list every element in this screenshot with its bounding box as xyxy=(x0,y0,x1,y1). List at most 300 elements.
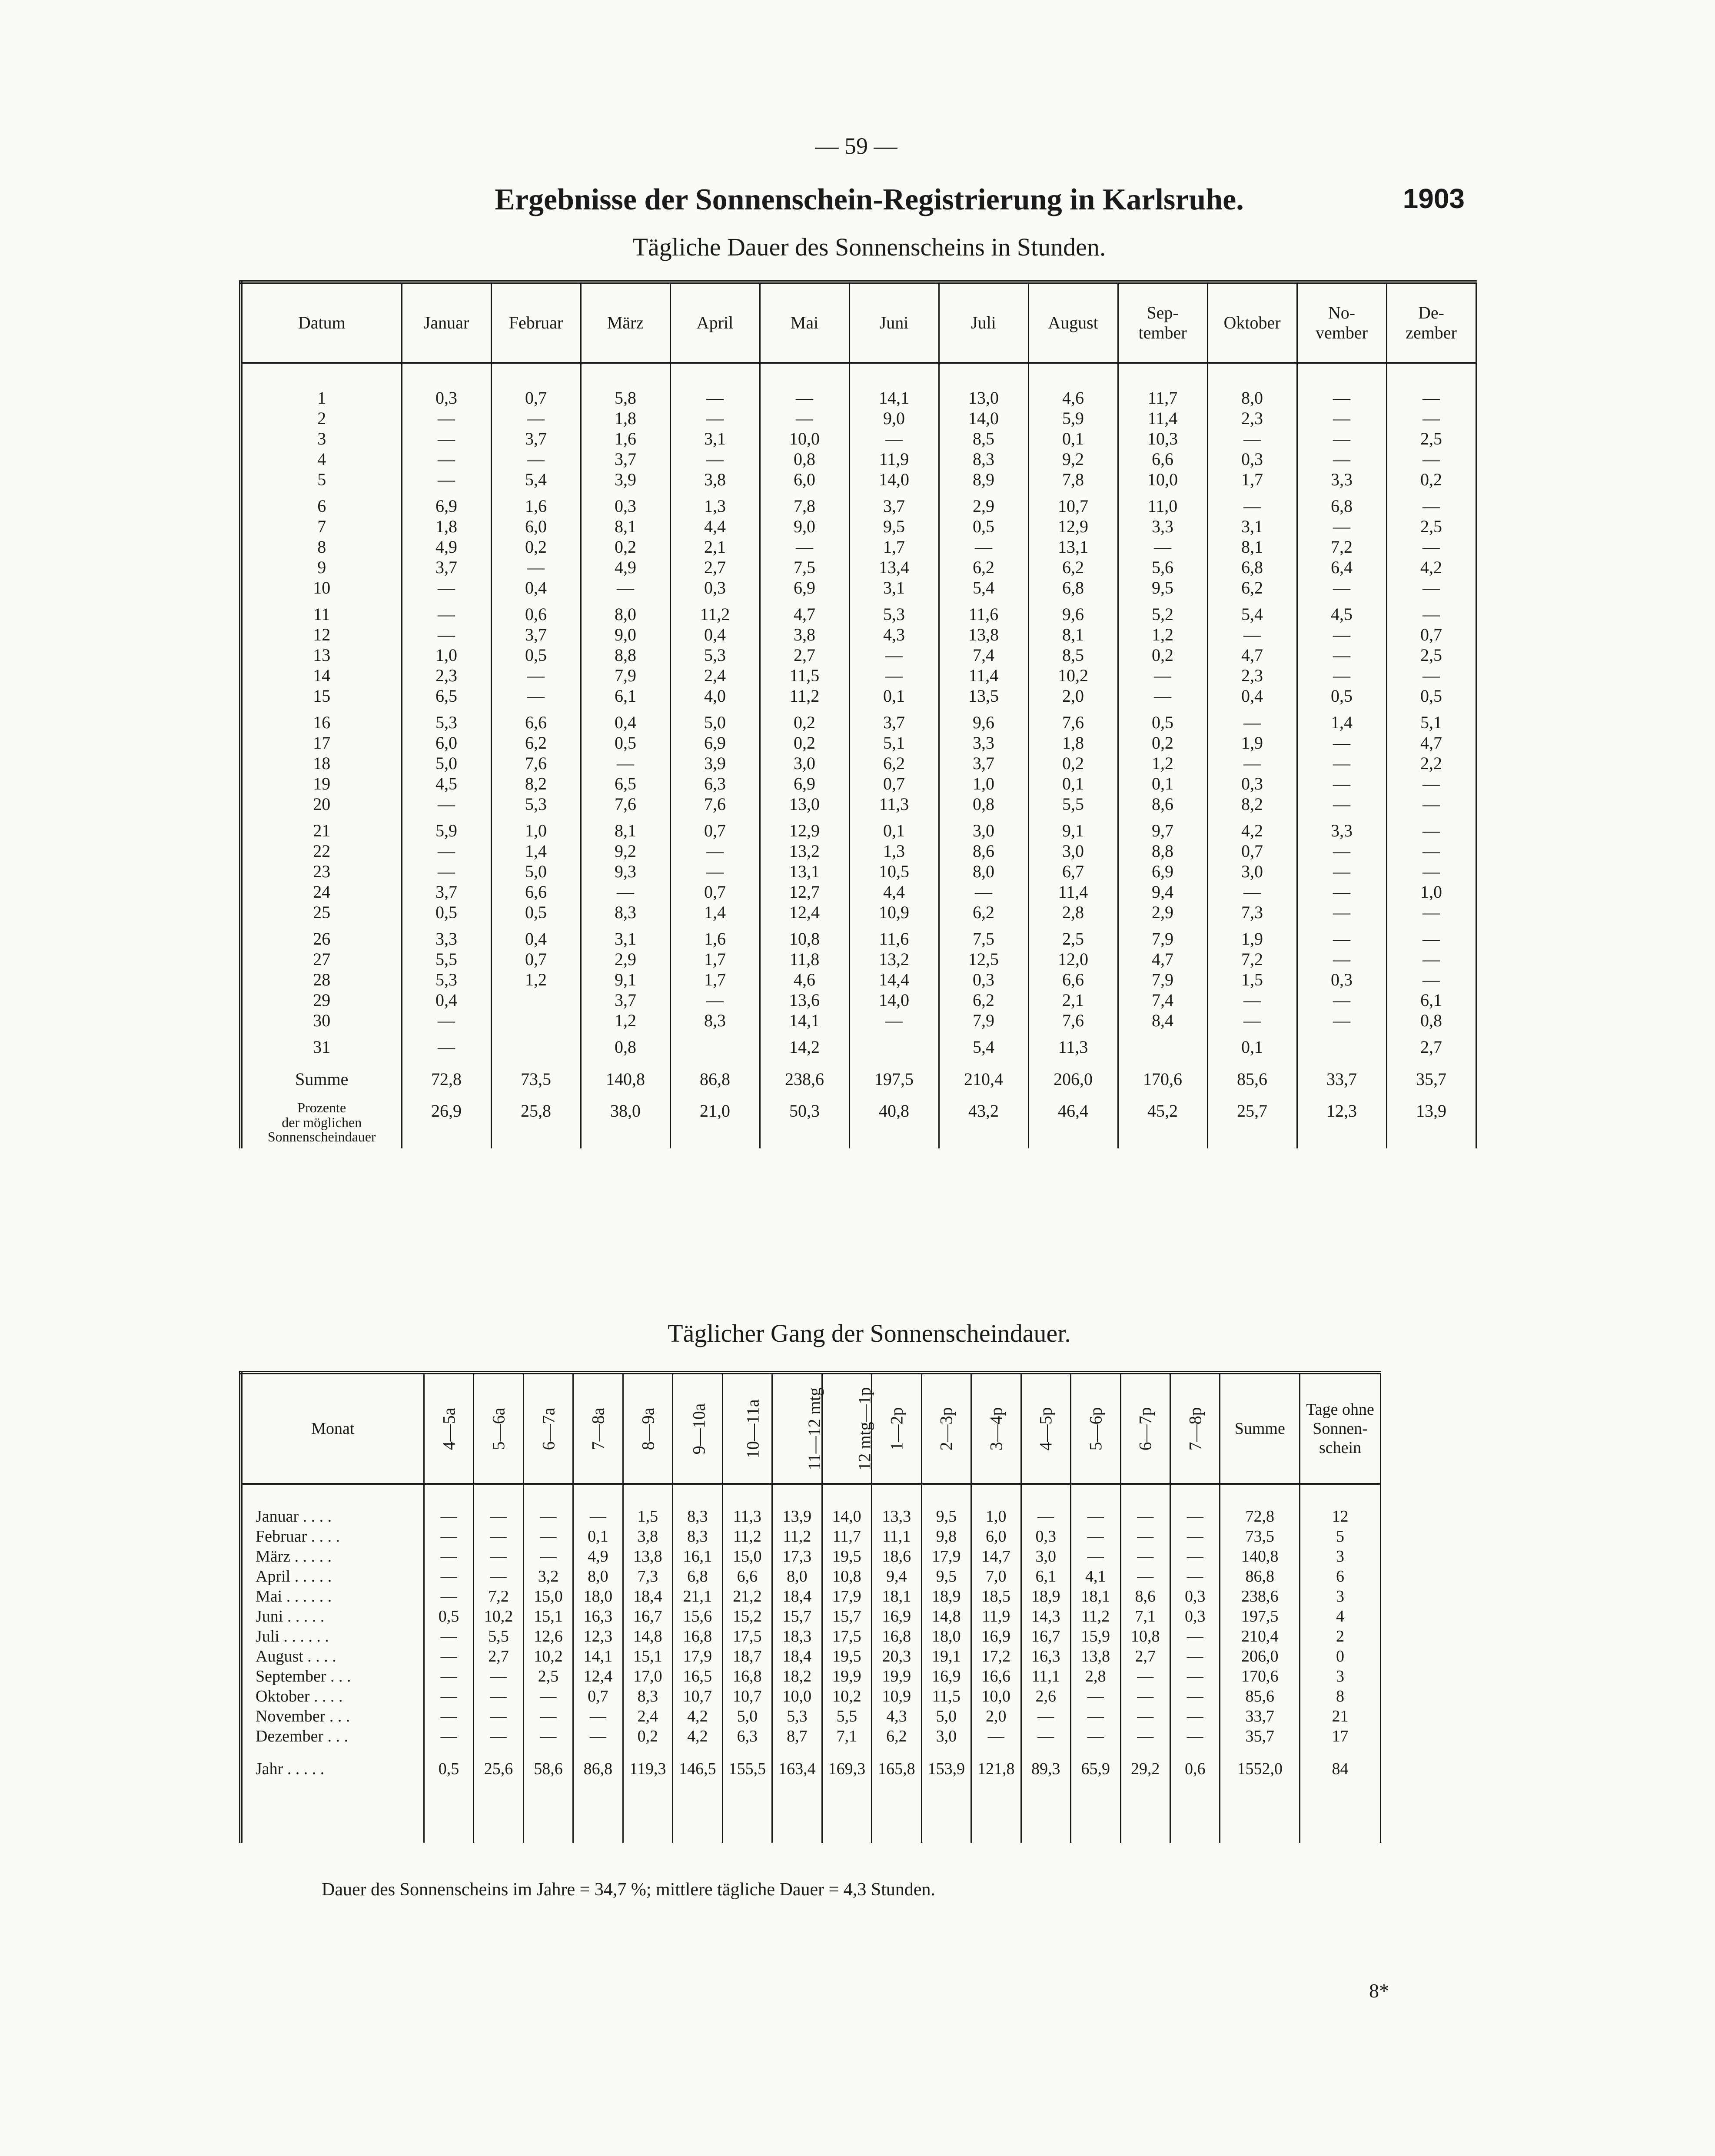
data-cell: 0,2 xyxy=(581,537,670,557)
data-cell: — xyxy=(523,1726,573,1746)
data-cell: 5,5 xyxy=(822,1706,871,1726)
data-cell: 6,5 xyxy=(402,686,491,706)
data-cell: 5,4 xyxy=(939,577,1028,598)
date-column-header: Datum xyxy=(241,282,402,363)
data-cell: 6,0 xyxy=(760,469,849,490)
spacer-cell xyxy=(971,1484,1021,1506)
data-cell: — xyxy=(1118,686,1207,706)
spacer-cell xyxy=(573,1782,623,1843)
data-cell: 7,9 xyxy=(581,665,670,686)
spacer-cell xyxy=(1021,1782,1070,1843)
data-cell: 2,5 xyxy=(1028,922,1118,949)
data-cell: 9,8 xyxy=(921,1526,971,1546)
data-cell: — xyxy=(849,428,939,449)
data-cell: 4,5 xyxy=(1297,598,1386,624)
data-cell: 7,5 xyxy=(760,557,849,577)
data-cell: — xyxy=(1021,1726,1070,1746)
data-cell: 18,0 xyxy=(921,1626,971,1646)
data-cell: 6,4 xyxy=(1297,557,1386,577)
data-cell: — xyxy=(1386,814,1476,841)
data-cell: — xyxy=(1297,882,1386,902)
month-label: Januar . . . . xyxy=(241,1506,424,1526)
percent-cell: 45,2 xyxy=(1118,1101,1207,1148)
data-cell: — xyxy=(1120,1546,1170,1566)
data-cell: 12,7 xyxy=(760,882,849,902)
data-cell: 7,2 xyxy=(1297,537,1386,557)
data-cell: 3,0 xyxy=(1207,861,1297,882)
data-cell: 0,5 xyxy=(402,902,491,922)
month-label: März . . . . . xyxy=(241,1546,424,1566)
table-row xyxy=(241,949,1476,969)
data-cell: — xyxy=(1386,841,1476,861)
data-cell: 0,3 xyxy=(1207,773,1297,794)
data-cell xyxy=(1118,1031,1207,1057)
data-cell: 4,7 xyxy=(760,598,849,624)
data-cell: 6,1 xyxy=(581,686,670,706)
data-cell: — xyxy=(670,388,760,408)
data-cell: — xyxy=(1297,733,1386,753)
data-cell: — xyxy=(1386,665,1476,686)
data-cell: 3,1 xyxy=(1207,516,1297,537)
data-cell: 17,5 xyxy=(722,1626,772,1646)
data-cell: 6,9 xyxy=(760,577,849,598)
data-cell: 14,0 xyxy=(822,1506,871,1526)
data-cell: 16,6 xyxy=(971,1666,1021,1686)
data-cell: 0,3 xyxy=(1170,1586,1220,1606)
data-cell: 6,5 xyxy=(581,773,670,794)
data-cell: 7,1 xyxy=(822,1726,871,1746)
data-cell: 1,6 xyxy=(491,490,581,516)
data-cell: 6,0 xyxy=(402,733,491,753)
month-column-header: Oktober xyxy=(1207,282,1297,363)
data-cell: 86,8 xyxy=(1220,1566,1300,1586)
data-cell: 8,8 xyxy=(581,645,670,665)
day-label: 21 xyxy=(241,814,402,841)
data-cell: — xyxy=(1297,428,1386,449)
data-cell: 0,1 xyxy=(849,686,939,706)
percent-cell: 43,2 xyxy=(939,1101,1028,1148)
data-cell: 9,0 xyxy=(760,516,849,537)
data-cell: — xyxy=(1071,1506,1120,1526)
sum-cell: 170,6 xyxy=(1118,1057,1207,1101)
data-cell: 2,5 xyxy=(1386,645,1476,665)
spacer-cell xyxy=(523,1782,573,1843)
data-cell: — xyxy=(1297,949,1386,969)
spacer-cell xyxy=(491,363,581,388)
hour-label: 11—12 mtg xyxy=(804,1387,824,1470)
table-row xyxy=(241,598,1476,624)
hour-column-header xyxy=(971,1373,1021,1484)
data-cell: 6,6 xyxy=(722,1566,772,1586)
data-cell: 1,8 xyxy=(402,516,491,537)
data-cell: — xyxy=(1297,922,1386,949)
spacer-cell xyxy=(760,363,849,388)
data-cell: 8,2 xyxy=(491,773,581,794)
spacer-cell xyxy=(1071,1484,1120,1506)
data-cell: 6,8 xyxy=(1207,557,1297,577)
data-cell: 170,6 xyxy=(1220,1666,1300,1686)
data-cell: 9,5 xyxy=(849,516,939,537)
data-cell: 5,2 xyxy=(1118,598,1207,624)
data-cell: — xyxy=(424,1706,473,1726)
data-cell: 9,5 xyxy=(1118,577,1207,598)
data-cell: 2,5 xyxy=(1386,428,1476,449)
data-cell: 2,4 xyxy=(670,665,760,686)
data-cell: 1,0 xyxy=(939,773,1028,794)
data-cell: 4,7 xyxy=(1118,949,1207,969)
data-cell: — xyxy=(1170,1526,1220,1546)
data-cell: 9,1 xyxy=(1028,814,1118,841)
month-label: April . . . . . xyxy=(241,1566,424,1586)
data-cell: 10,2 xyxy=(822,1686,871,1706)
data-cell: — xyxy=(424,1546,473,1566)
data-cell: 16,9 xyxy=(971,1626,1021,1646)
data-cell: 3,1 xyxy=(581,922,670,949)
day-label: 19 xyxy=(241,773,402,794)
data-cell: 14,4 xyxy=(849,969,939,990)
data-cell: — xyxy=(402,1031,491,1057)
data-cell: — xyxy=(573,1506,623,1526)
data-cell: 2 xyxy=(1300,1626,1381,1646)
data-cell: 85,6 xyxy=(1220,1686,1300,1706)
data-cell: — xyxy=(581,882,670,902)
data-cell: — xyxy=(1386,949,1476,969)
data-cell: — xyxy=(1170,1686,1220,1706)
data-cell: — xyxy=(1297,624,1386,645)
data-cell: 2,3 xyxy=(1207,408,1297,428)
data-cell: 3,3 xyxy=(1297,469,1386,490)
table-row xyxy=(241,1686,1381,1706)
year-cell: 0,5 xyxy=(424,1746,473,1782)
data-cell: — xyxy=(402,469,491,490)
data-cell: 11,5 xyxy=(921,1686,971,1706)
data-cell: 1,3 xyxy=(670,490,760,516)
data-cell: 0,5 xyxy=(1297,686,1386,706)
data-cell: — xyxy=(523,1546,573,1566)
data-cell: — xyxy=(424,1726,473,1746)
data-cell: — xyxy=(1170,1566,1220,1586)
data-cell: — xyxy=(1118,665,1207,686)
data-cell: 8,3 xyxy=(673,1526,722,1546)
data-cell: 8,5 xyxy=(1028,645,1118,665)
data-cell: 7,8 xyxy=(760,490,849,516)
data-cell: — xyxy=(1071,1726,1120,1746)
data-cell: 3,7 xyxy=(402,557,491,577)
sum-label: Summe xyxy=(241,1057,402,1101)
spacer-cell xyxy=(241,1782,424,1843)
data-cell: 140,8 xyxy=(1220,1546,1300,1566)
data-cell: — xyxy=(939,882,1028,902)
data-cell: — xyxy=(1297,516,1386,537)
spacer-cell xyxy=(1071,1782,1120,1843)
data-cell: 11,3 xyxy=(1028,1031,1118,1057)
data-cell: — xyxy=(760,537,849,557)
data-cell: 7,6 xyxy=(1028,1010,1118,1031)
data-cell: — xyxy=(1071,1526,1120,1546)
day-label: 28 xyxy=(241,969,402,990)
day-label: 23 xyxy=(241,861,402,882)
table-row xyxy=(241,882,1476,902)
data-cell: 0,3 xyxy=(670,577,760,598)
data-cell: 7,3 xyxy=(623,1566,672,1586)
data-cell: 3,0 xyxy=(760,753,849,773)
data-cell: 14,2 xyxy=(760,1031,849,1057)
data-cell: 3,1 xyxy=(849,577,939,598)
spacer-cell xyxy=(402,363,491,388)
data-cell: 0,5 xyxy=(491,645,581,665)
data-cell: 14,0 xyxy=(849,990,939,1010)
year-label-cell: Jahr . . . . . xyxy=(241,1746,424,1782)
data-cell: 13,9 xyxy=(772,1506,822,1526)
data-cell: 4,6 xyxy=(1028,388,1118,408)
spacer-cell xyxy=(971,1782,1021,1843)
data-cell: — xyxy=(670,449,760,469)
table-row xyxy=(241,753,1476,773)
year-cell: 146,5 xyxy=(673,1746,722,1782)
data-cell: 12,9 xyxy=(1028,516,1118,537)
data-cell: — xyxy=(1386,490,1476,516)
data-cell: — xyxy=(581,577,670,598)
data-cell: 8,7 xyxy=(772,1726,822,1746)
data-cell: 18,9 xyxy=(921,1586,971,1606)
data-cell: — xyxy=(1386,773,1476,794)
data-cell: 2,9 xyxy=(939,490,1028,516)
hour-column-header xyxy=(772,1373,822,1484)
table-row xyxy=(241,706,1476,733)
month-column-header: Sep- tember xyxy=(1118,282,1207,363)
data-cell: — xyxy=(523,1526,573,1546)
data-cell: — xyxy=(1386,537,1476,557)
data-cell: 8,0 xyxy=(939,861,1028,882)
hour-column-header xyxy=(623,1373,672,1484)
data-cell: 1,4 xyxy=(1297,706,1386,733)
data-cell: — xyxy=(424,1666,473,1686)
table-row xyxy=(241,1566,1381,1586)
table-row xyxy=(241,645,1476,665)
percent-cell: 21,0 xyxy=(670,1101,760,1148)
data-cell: 2,2 xyxy=(1386,753,1476,773)
data-cell: 2,5 xyxy=(1386,516,1476,537)
data-cell: 1,7 xyxy=(1207,469,1297,490)
data-cell: 0,1 xyxy=(1207,1031,1297,1057)
day-label: 22 xyxy=(241,841,402,861)
data-cell: 11,8 xyxy=(760,949,849,969)
day-label: 24 xyxy=(241,882,402,902)
data-cell: 8,1 xyxy=(581,516,670,537)
data-cell: 8,3 xyxy=(623,1686,672,1706)
percent-cell: 26,9 xyxy=(402,1101,491,1148)
data-cell: 2,7 xyxy=(760,645,849,665)
data-cell: 15,7 xyxy=(772,1606,822,1626)
data-cell: 11,0 xyxy=(1118,490,1207,516)
month-label: Juli . . . . . . xyxy=(241,1626,424,1646)
data-cell: 1,2 xyxy=(491,969,581,990)
data-cell: 0,1 xyxy=(1028,773,1118,794)
table-row xyxy=(241,686,1476,706)
data-cell: 4,7 xyxy=(1207,645,1297,665)
percent-row xyxy=(241,1101,1476,1148)
data-cell: 18,1 xyxy=(1071,1586,1120,1606)
spacer-cell xyxy=(673,1782,722,1843)
data-cell: 6,2 xyxy=(872,1726,921,1746)
data-cell: 3,9 xyxy=(670,753,760,773)
data-cell: 14,1 xyxy=(849,388,939,408)
spacer-cell xyxy=(1021,1484,1070,1506)
data-cell: 7,4 xyxy=(939,645,1028,665)
data-cell: 17,9 xyxy=(822,1586,871,1606)
data-cell: 8,0 xyxy=(1207,388,1297,408)
table-row xyxy=(241,388,1476,408)
spacer-cell xyxy=(772,1484,822,1506)
data-cell: 4,9 xyxy=(402,537,491,557)
hourly-table-header-row xyxy=(241,1373,1381,1484)
month-column-header: Monat xyxy=(241,1373,424,1484)
year-cell: 119,3 xyxy=(623,1746,672,1782)
data-cell: — xyxy=(849,1010,939,1031)
hour-column-header xyxy=(921,1373,971,1484)
table-row xyxy=(241,861,1476,882)
data-cell: 0,7 xyxy=(491,388,581,408)
data-cell: 0,5 xyxy=(939,516,1028,537)
data-cell: 8,2 xyxy=(1207,794,1297,814)
data-cell: 17 xyxy=(1300,1726,1381,1746)
day-label: 9 xyxy=(241,557,402,577)
table-row xyxy=(241,902,1476,922)
day-label: 12 xyxy=(241,624,402,645)
data-cell: 16,7 xyxy=(623,1606,672,1626)
data-cell: 5,9 xyxy=(402,814,491,841)
data-cell: 1,0 xyxy=(402,645,491,665)
spacer-cell xyxy=(1170,1782,1220,1843)
data-cell: 7,0 xyxy=(971,1566,1021,1586)
data-cell: 7,9 xyxy=(939,1010,1028,1031)
data-cell: 0,4 xyxy=(491,577,581,598)
day-label: 18 xyxy=(241,753,402,773)
data-cell: 1,6 xyxy=(581,428,670,449)
year-cell: 65,9 xyxy=(1071,1746,1120,1782)
data-cell: 10,7 xyxy=(1028,490,1118,516)
hour-column-header xyxy=(523,1373,573,1484)
data-cell: — xyxy=(1386,408,1476,428)
data-cell: — xyxy=(402,408,491,428)
data-cell: 10,2 xyxy=(474,1606,523,1626)
year-cell: 0,6 xyxy=(1170,1746,1220,1782)
day-label: 27 xyxy=(241,949,402,969)
data-cell: 4,3 xyxy=(849,624,939,645)
data-cell: 18,4 xyxy=(772,1586,822,1606)
data-cell: 3,7 xyxy=(849,706,939,733)
data-cell: 11,3 xyxy=(849,794,939,814)
day-label: 15 xyxy=(241,686,402,706)
data-cell: 3,8 xyxy=(760,624,849,645)
data-cell: 5,4 xyxy=(939,1031,1028,1057)
hourly-sunshine-table xyxy=(239,1371,1381,1843)
data-cell: — xyxy=(1021,1506,1070,1526)
data-cell: 4,9 xyxy=(581,557,670,577)
spacer-cell xyxy=(849,363,939,388)
data-cell: — xyxy=(1297,665,1386,686)
data-cell: — xyxy=(1207,490,1297,516)
day-label: 1 xyxy=(241,388,402,408)
data-cell: — xyxy=(1386,969,1476,990)
data-cell: — xyxy=(523,1506,573,1526)
data-cell: 11,7 xyxy=(1118,388,1207,408)
data-cell: 18,4 xyxy=(623,1586,672,1606)
data-cell: 13,8 xyxy=(939,624,1028,645)
spacer-cell xyxy=(673,1484,722,1506)
data-cell: 7,8 xyxy=(1028,469,1118,490)
data-cell: 0,5 xyxy=(1118,706,1207,733)
data-cell: 5,0 xyxy=(670,706,760,733)
data-cell: 18,6 xyxy=(872,1546,921,1566)
data-cell: 10,8 xyxy=(1120,1626,1170,1646)
days-without-sun-header: Tage ohne Sonnen- schein xyxy=(1300,1373,1381,1484)
data-cell: 9,2 xyxy=(1028,449,1118,469)
day-label: 17 xyxy=(241,733,402,753)
data-cell: 0,4 xyxy=(491,922,581,949)
data-cell: — xyxy=(1386,598,1476,624)
spacer-row xyxy=(241,1782,1381,1843)
spacer-cell xyxy=(1120,1484,1170,1506)
spacer-cell xyxy=(581,363,670,388)
table-row xyxy=(241,1666,1381,1686)
month-label: Oktober . . . . xyxy=(241,1686,424,1706)
table-row xyxy=(241,733,1476,753)
table-row xyxy=(241,1031,1476,1057)
data-cell: — xyxy=(1120,1686,1170,1706)
data-cell: 13,0 xyxy=(939,388,1028,408)
data-cell: 0,7 xyxy=(491,949,581,969)
data-cell: 6,1 xyxy=(1021,1566,1070,1586)
data-cell: 6 xyxy=(1300,1566,1381,1586)
spacer-cell xyxy=(822,1782,871,1843)
hour-column-header xyxy=(1021,1373,1070,1484)
data-cell: 0 xyxy=(1300,1646,1381,1666)
data-cell: 6,2 xyxy=(1028,557,1118,577)
data-cell: 10,7 xyxy=(722,1686,772,1706)
data-cell: 0,3 xyxy=(1170,1606,1220,1626)
data-cell: 6,2 xyxy=(939,990,1028,1010)
data-cell: — xyxy=(581,753,670,773)
percent-cell: 46,4 xyxy=(1028,1101,1118,1148)
spacer-cell xyxy=(1118,363,1207,388)
data-cell: — xyxy=(1120,1566,1170,1586)
data-cell: 2,9 xyxy=(1118,902,1207,922)
data-cell: 4,4 xyxy=(670,516,760,537)
data-cell: 18,2 xyxy=(772,1666,822,1686)
data-cell: — xyxy=(1120,1726,1170,1746)
data-cell: — xyxy=(1170,1706,1220,1726)
data-cell: 8,6 xyxy=(1120,1586,1170,1606)
data-cell: 0,2 xyxy=(760,733,849,753)
data-cell: 33,7 xyxy=(1220,1706,1300,1726)
day-label: 26 xyxy=(241,922,402,949)
month-column-header: Januar xyxy=(402,282,491,363)
percent-label: Prozente der möglichen Sonnenscheindauer xyxy=(241,1101,402,1148)
data-cell: 19,1 xyxy=(921,1646,971,1666)
data-cell: 3,7 xyxy=(939,753,1028,773)
data-cell: 12 xyxy=(1300,1506,1381,1526)
sum-cell: 140,8 xyxy=(581,1057,670,1101)
spacer-cell xyxy=(241,363,402,388)
data-cell: 0,8 xyxy=(760,449,849,469)
data-cell: — xyxy=(670,861,760,882)
data-cell: — xyxy=(523,1706,573,1726)
data-cell: 4,1 xyxy=(1071,1566,1120,1586)
spacer-cell xyxy=(1207,363,1297,388)
spacer-cell xyxy=(921,1484,971,1506)
data-cell: 17,9 xyxy=(921,1546,971,1566)
